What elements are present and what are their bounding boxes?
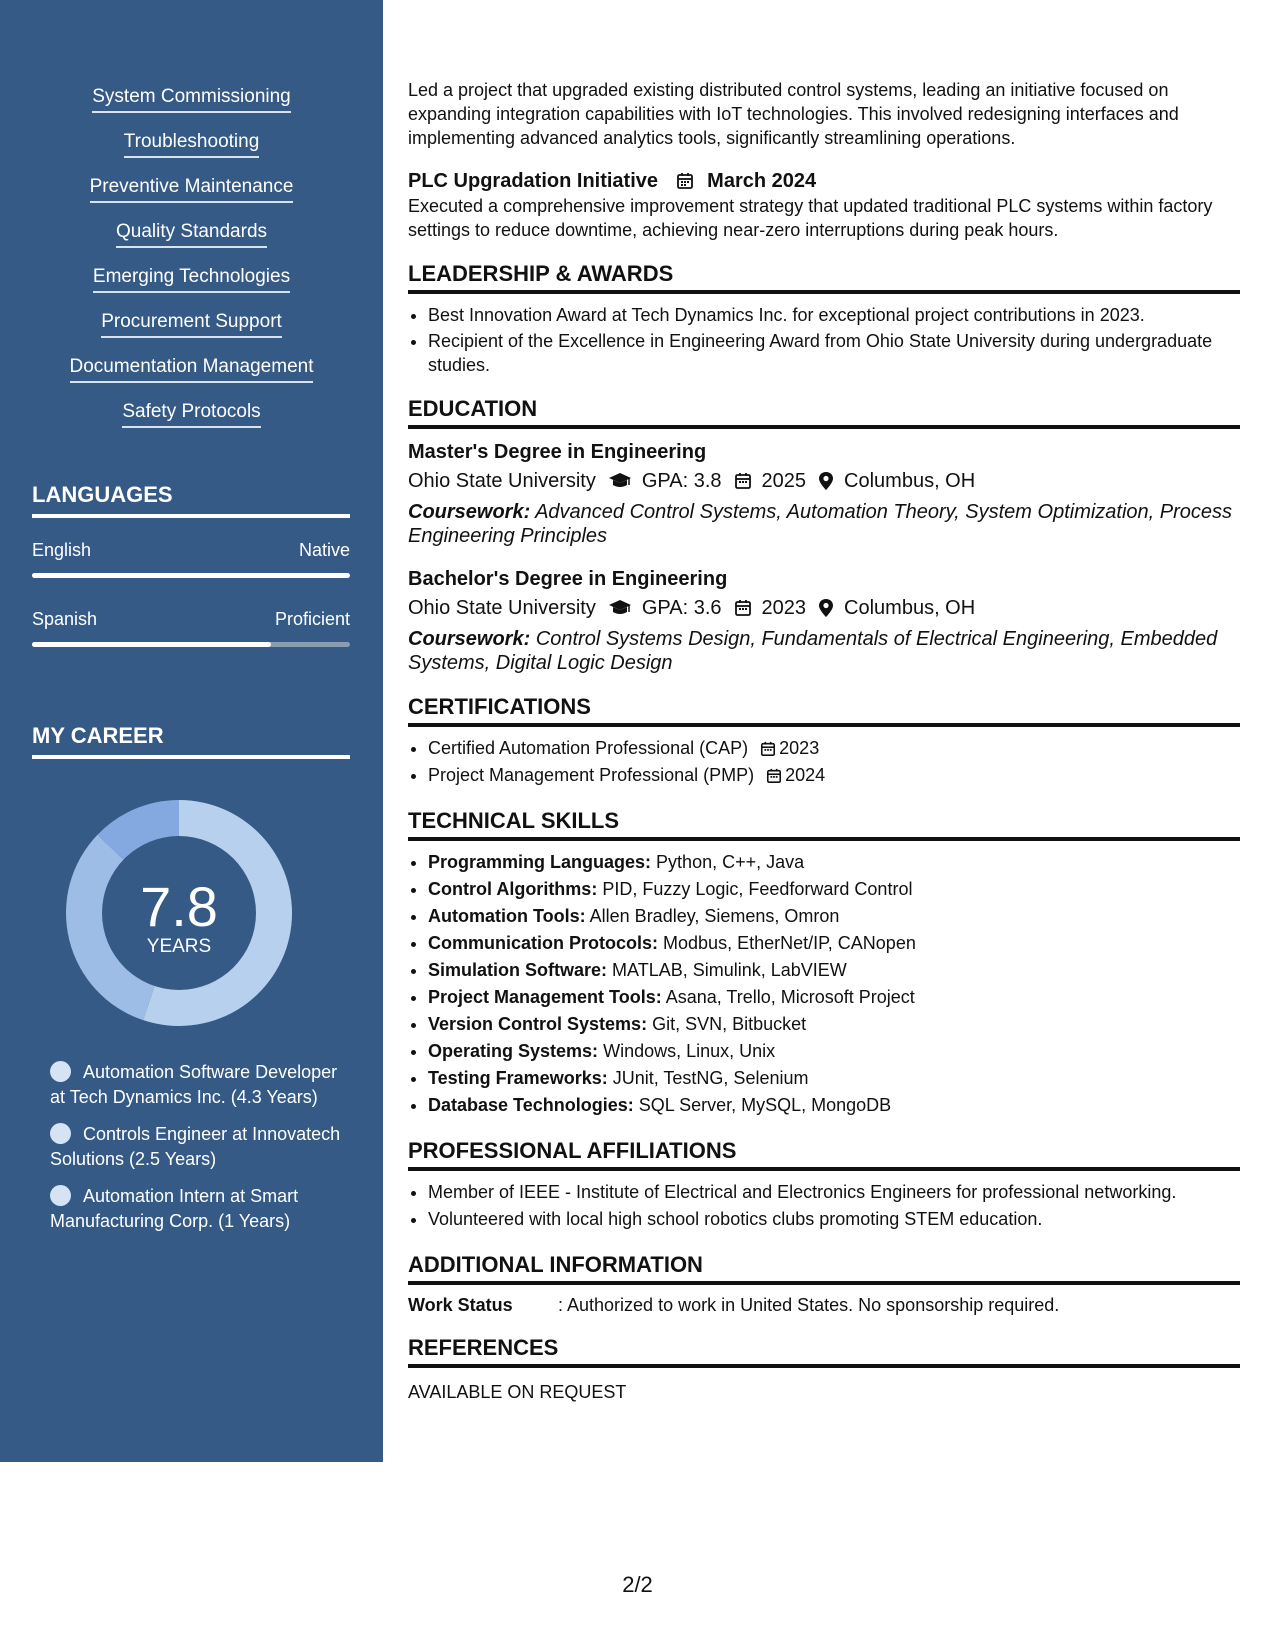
skill-category: Control Algorithms: xyxy=(428,879,598,899)
project-description: Executed a comprehensive improvement strategy that updated traditional PLC systems within factory settings to reduce downtime, achieving near-zero interruptions during peak hours. xyxy=(408,196,1213,240)
education-meta xyxy=(408,593,1240,623)
list-item xyxy=(428,1011,1240,1038)
skill-values: Modbus, EtherNet/IP, CANopen xyxy=(663,933,916,953)
affiliations-list xyxy=(408,1179,1240,1233)
list-item xyxy=(428,930,1240,957)
certification-name: Certified Automation Professional (CAP) xyxy=(428,738,749,758)
references-heading: REFERENCES xyxy=(408,1334,1240,1368)
skill-values: Asana, Trello, Microsoft Project xyxy=(665,987,915,1007)
bullet-dot-icon xyxy=(50,1123,71,1144)
coursework-text: Advanced Control Systems, Automation Theory, System Optimization, Process Engineering Principles xyxy=(408,501,1233,547)
language-bar-fill xyxy=(32,642,271,647)
career-heading: MY CAREER xyxy=(32,723,350,759)
calendar-icon xyxy=(734,472,752,490)
project-date: March 2024 xyxy=(707,170,817,192)
list-item xyxy=(428,849,1240,876)
coursework xyxy=(408,627,1240,675)
list-item: • Best Innovation Award at Tech Dynamics Inc. for exceptional project contributions in 2023. xyxy=(428,302,1240,329)
skill-category: Project Management Tools: xyxy=(428,987,662,1007)
coursework-label: Coursework: xyxy=(408,628,531,650)
career-label: Automation Software Developer at Tech Dynamics Inc. (4.3 Years) xyxy=(50,1062,338,1107)
language-level: Native xyxy=(298,540,350,560)
career-total: 7.8 xyxy=(140,875,218,938)
calendar-icon xyxy=(676,172,694,190)
page-number: 2/2 xyxy=(622,1572,653,1597)
project-intro: Led a project that upgraded existing distributed control systems, leading an initiative focused on expanding integration capabilities with IoT technologies. This involved redesigning interfaces and implementing advanced analytics tools, significantly streamlining operations. xyxy=(408,80,1179,148)
skills-list xyxy=(0,86,383,446)
work-status-row xyxy=(408,1295,1240,1316)
skill-values: SQL Server, MySQL, MongoDB xyxy=(638,1095,892,1115)
certification-year: 2024 xyxy=(785,765,826,785)
language-english xyxy=(32,540,350,578)
skill-item: Preventive Maintenance xyxy=(90,176,294,203)
coursework-label: Coursework: xyxy=(408,501,531,523)
graduation-cap-icon xyxy=(608,472,632,490)
list-item xyxy=(428,1065,1240,1092)
language-bar-fill xyxy=(32,573,350,578)
list-item xyxy=(428,1038,1240,1065)
skill-item: Safety Protocols xyxy=(122,401,260,428)
graduation-cap-icon xyxy=(608,599,632,617)
gpa: GPA: 3.8 xyxy=(641,470,722,492)
skill-category: Automation Tools: xyxy=(428,906,586,926)
work-status-value: : Authorized to work in United States. No sponsorship required. xyxy=(558,1295,1060,1315)
list-item xyxy=(428,984,1240,1011)
work-status-label: Work Status xyxy=(408,1295,513,1315)
technical-skills-list xyxy=(408,849,1240,1119)
skill-values: MATLAB, Simulink, LabVIEW xyxy=(612,960,847,980)
affiliations-heading: PROFESSIONAL AFFILIATIONS xyxy=(408,1137,1240,1171)
skill-category: Testing Frameworks: xyxy=(428,1068,608,1088)
skill-item: System Commissioning xyxy=(92,86,291,113)
leadership-list xyxy=(408,302,1240,377)
skill-category: Operating Systems: xyxy=(428,1041,599,1061)
school-name: Ohio State University xyxy=(408,597,596,619)
skill-category: Simulation Software: xyxy=(428,960,608,980)
language-name: English xyxy=(32,540,92,560)
skill-values: Allen Bradley, Siemens, Omron xyxy=(589,906,840,926)
degree-title: Bachelor's Degree in Engineering xyxy=(408,568,728,590)
references-text: AVAILABLE ON REQUEST xyxy=(408,1382,627,1402)
career-list xyxy=(50,1060,350,1246)
list-item xyxy=(428,762,1240,789)
additional-info-heading: ADDITIONAL INFORMATION xyxy=(408,1251,1240,1285)
school-name: Ohio State University xyxy=(408,470,596,492)
coursework xyxy=(408,500,1240,548)
location: Columbus, OH xyxy=(844,470,976,492)
skill-item: Emerging Technologies xyxy=(93,266,290,293)
skill-category: Communication Protocols: xyxy=(428,933,659,953)
list-item xyxy=(428,1092,1240,1119)
technical-skills-heading: TECHNICAL SKILLS xyxy=(408,807,1240,841)
graduation-year: 2025 xyxy=(761,470,807,492)
skill-values: Windows, Linux, Unix xyxy=(603,1041,776,1061)
bullet-dot-icon xyxy=(50,1061,71,1082)
certifications-heading: CERTIFICATIONS xyxy=(408,693,1240,727)
language-spanish xyxy=(32,609,350,647)
language-bar xyxy=(32,573,350,578)
career-label: Automation Intern at Smart Manufacturing Corp. (1 Years) xyxy=(50,1186,299,1231)
career-unit: YEARS xyxy=(146,936,212,957)
gpa: GPA: 3.6 xyxy=(641,597,722,619)
location-pin-icon xyxy=(818,471,834,491)
list-item xyxy=(428,957,1240,984)
project-title: PLC Upgradation Initiative xyxy=(408,170,659,192)
main-content xyxy=(408,78,1240,1403)
career-label: Controls Engineer at Innovatech Solutions (2.5 Years) xyxy=(50,1124,341,1169)
career-item xyxy=(50,1060,350,1110)
skill-values: PID, Fuzzy Logic, Feedforward Control xyxy=(602,879,913,899)
language-bar xyxy=(32,642,350,647)
list-item xyxy=(428,903,1240,930)
list-item: • Member of IEEE - Institute of Electrical and Electronics Engineers for professional networking. xyxy=(428,1179,1240,1206)
project-title-row xyxy=(408,168,1240,194)
languages-heading: LANGUAGES xyxy=(32,482,350,518)
skill-item: Documentation Management xyxy=(70,356,314,383)
bullet-dot-icon xyxy=(50,1185,71,1206)
language-name: Spanish xyxy=(32,609,98,629)
calendar-icon xyxy=(766,768,782,784)
skill-values: Python, C++, Java xyxy=(656,852,805,872)
skill-item: Quality Standards xyxy=(116,221,267,248)
sidebar xyxy=(0,0,383,1462)
skill-category: Programming Languages: xyxy=(428,852,652,872)
calendar-icon xyxy=(734,599,752,617)
career-item xyxy=(50,1122,350,1172)
certification-name: Project Management Professional (PMP) xyxy=(428,765,755,785)
degree-title: Master's Degree in Engineering xyxy=(408,441,707,463)
certification-year: 2023 xyxy=(779,738,820,758)
skill-category: Database Technologies: xyxy=(428,1095,634,1115)
location-pin-icon xyxy=(818,598,834,618)
education-meta xyxy=(408,466,1240,496)
career-donut-chart xyxy=(66,800,292,1026)
calendar-icon xyxy=(760,741,776,757)
leadership-heading: LEADERSHIP & AWARDS xyxy=(408,260,1240,294)
list-item xyxy=(428,876,1240,903)
career-item xyxy=(50,1184,350,1234)
graduation-year: 2023 xyxy=(761,597,807,619)
skill-category: Version Control Systems: xyxy=(428,1014,648,1034)
certifications-list xyxy=(408,735,1240,789)
skill-item: Procurement Support xyxy=(101,311,282,338)
coursework-text: Control Systems Design, Fundamentals of Electrical Engineering, Embedded Systems, Digital Logic Design xyxy=(408,628,1218,674)
list-item: • Volunteered with local high school robotics clubs promoting STEM education. xyxy=(428,1206,1240,1233)
education-heading: EDUCATION xyxy=(408,395,1240,429)
list-item xyxy=(428,735,1240,762)
language-level: Proficient xyxy=(274,609,350,629)
skill-item: Troubleshooting xyxy=(124,131,260,158)
list-item: • Recipient of the Excellence in Engineering Award from Ohio State University during undergraduate studies. xyxy=(428,329,1240,377)
location: Columbus, OH xyxy=(844,597,976,619)
skill-values: JUnit, TestNG, Selenium xyxy=(612,1068,809,1088)
skill-values: Git, SVN, Bitbucket xyxy=(652,1014,807,1034)
